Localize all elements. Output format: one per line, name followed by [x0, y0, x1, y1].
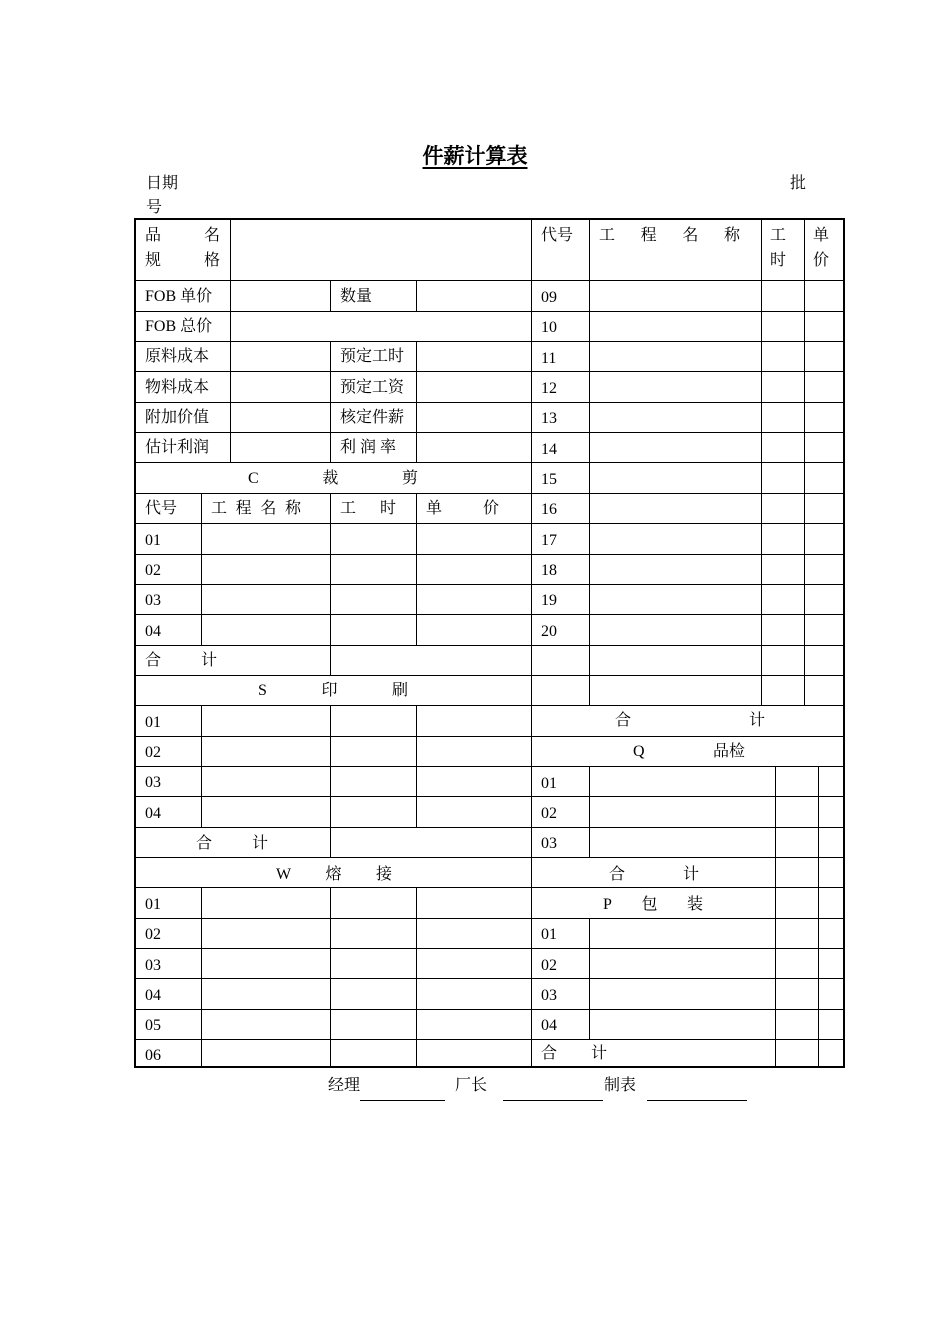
grid-line: [531, 280, 845, 281]
grid-line: [531, 766, 845, 767]
grid-line: [531, 523, 845, 524]
w-code-01: 01: [145, 896, 161, 913]
grid-line: [531, 918, 845, 919]
salary-table: [134, 218, 845, 1068]
grid-line: [531, 675, 845, 676]
grid-line: [531, 493, 845, 494]
grid-line: [416, 493, 417, 645]
planned-hours-label: 预定工时: [340, 348, 405, 365]
director-label: 厂长: [455, 1077, 488, 1094]
right-col-code-header: 代号: [541, 227, 574, 244]
right-total-label: 合 计: [615, 712, 765, 729]
approved-piece-wage-label: 核定件薪: [340, 409, 405, 426]
grid-line: [531, 796, 845, 797]
right-code-09: 09: [541, 289, 557, 306]
grid-line: [135, 432, 531, 433]
right-code-15: 15: [541, 471, 557, 488]
section-p-header: P 包 装: [603, 896, 703, 913]
grid-line: [531, 827, 845, 828]
grid-line: [416, 341, 417, 462]
c-code-01: 01: [145, 532, 161, 549]
manager-label: 经理: [328, 1077, 361, 1094]
section-w-header: W 熔 接: [276, 866, 392, 883]
right-col-price-header-2: 价: [813, 252, 830, 269]
director-signature-line[interactable]: [503, 1100, 603, 1101]
grid-line: [201, 887, 202, 1068]
grid-line: [230, 220, 231, 280]
product-label: 品 名: [145, 227, 220, 244]
right-code-20: 20: [541, 623, 557, 640]
right-col-hours-header-1: 工: [770, 227, 787, 244]
s-code-03: 03: [145, 774, 161, 791]
right-code-19: 19: [541, 592, 557, 609]
grid-line: [135, 705, 531, 706]
grid-line: [135, 796, 531, 797]
grid-line: [135, 584, 531, 585]
grid-line: [135, 1039, 531, 1040]
grid-line: [531, 857, 845, 858]
c-code-03: 03: [145, 592, 161, 609]
grid-line: [531, 1009, 845, 1010]
w-code-02: 02: [145, 926, 161, 943]
grid-line: [818, 766, 819, 1068]
grid-line: [135, 766, 531, 767]
batch-label-part-1: 批: [790, 175, 807, 192]
grid-line: [135, 554, 531, 555]
maker-label: 制表: [604, 1077, 637, 1094]
grid-line: [135, 371, 531, 372]
grid-line: [135, 978, 531, 979]
col-price-header: 单 价: [426, 500, 499, 517]
grid-line: [531, 341, 845, 342]
grid-line: [531, 948, 845, 949]
grid-line: [330, 341, 331, 462]
col-code-header: 代号: [145, 500, 178, 517]
grid-line: [531, 614, 845, 615]
right-code-17: 17: [541, 532, 557, 549]
spec-label: 规 格: [145, 252, 220, 269]
c-total-label: 合 计: [145, 652, 217, 669]
w-code-04: 04: [145, 987, 161, 1004]
w-code-05: 05: [145, 1017, 161, 1034]
grid-line: [135, 523, 531, 524]
s-code-04: 04: [145, 805, 161, 822]
right-code-10: 10: [541, 319, 557, 336]
grid-line: [531, 584, 845, 585]
grid-line: [589, 220, 590, 705]
grid-line: [330, 280, 331, 311]
grid-line: [135, 918, 531, 919]
grid-line: [135, 493, 531, 494]
p-code-02: 02: [541, 957, 557, 974]
grid-line: [531, 220, 532, 1068]
date-label: 日期: [146, 175, 179, 192]
section-q-header: Q 品检: [633, 743, 745, 760]
planned-wage-label: 预定工资: [340, 379, 405, 396]
s-code-01: 01: [145, 714, 161, 731]
manager-signature-line[interactable]: [360, 1100, 445, 1101]
grid-line: [589, 766, 590, 857]
right-code-14: 14: [541, 441, 557, 458]
estimated-profit-label: 估计利润: [145, 439, 210, 456]
grid-line: [230, 280, 231, 462]
p-code-03: 03: [541, 987, 557, 1004]
grid-line: [804, 220, 805, 705]
maker-signature-line[interactable]: [647, 1100, 747, 1101]
profit-rate-label: 利 润 率: [340, 439, 397, 456]
quantity-label: 数量: [340, 288, 373, 305]
col-name-header: 工 程 名 称: [211, 500, 301, 517]
page-title: 件薪计算表: [422, 144, 528, 168]
section-s-header: S 印 刷: [258, 682, 408, 699]
grid-line: [135, 736, 531, 737]
grid-line: [201, 705, 202, 827]
grid-line: [531, 705, 845, 706]
grid-line: [531, 887, 845, 888]
grid-line: [531, 402, 845, 403]
col-hours-header: 工 时: [340, 500, 396, 517]
batch-label-part-2: 号: [146, 199, 163, 216]
grid-line: [135, 311, 531, 312]
grid-line: [330, 493, 331, 675]
grid-line: [416, 887, 417, 1068]
grid-line: [531, 736, 845, 737]
c-code-02: 02: [145, 562, 161, 579]
right-code-12: 12: [541, 380, 557, 397]
grid-line: [531, 554, 845, 555]
fob-total-label: FOB 总价: [145, 318, 213, 335]
grid-line: [135, 341, 531, 342]
grid-line: [775, 766, 776, 1068]
grid-line: [531, 978, 845, 979]
grid-line: [416, 705, 417, 827]
grid-line: [135, 857, 531, 858]
right-col-name-header: 工 程 名 称: [599, 227, 740, 244]
grid-line: [761, 220, 762, 705]
grid-line: [531, 645, 845, 646]
fob-unit-price-label: FOB 单价: [145, 288, 213, 305]
right-code-13: 13: [541, 410, 557, 427]
grid-line: [135, 675, 531, 676]
p-code-04: 04: [541, 1017, 557, 1034]
grid-line: [589, 918, 590, 1039]
c-code-04: 04: [145, 623, 161, 640]
material-cost-label: 物料成本: [145, 379, 210, 396]
grid-line: [135, 1009, 531, 1010]
grid-line: [135, 827, 531, 828]
grid-line: [135, 402, 531, 403]
grid-line: [135, 948, 531, 949]
raw-cost-label: 原料成本: [145, 348, 210, 365]
right-col-price-header-1: 单: [813, 227, 830, 244]
w-code-03: 03: [145, 957, 161, 974]
s-code-02: 02: [145, 744, 161, 761]
grid-line: [135, 280, 531, 281]
right-col-hours-header-2: 时: [770, 252, 787, 269]
q-code-03: 03: [541, 835, 557, 852]
section-c-header: C 裁 剪: [248, 470, 418, 487]
p-total-label: 合 计: [541, 1045, 607, 1062]
q-code-01: 01: [541, 775, 557, 792]
grid-line: [135, 645, 531, 646]
right-code-16: 16: [541, 501, 557, 518]
grid-line: [531, 432, 845, 433]
grid-line: [135, 614, 531, 615]
w-code-06: 06: [145, 1047, 161, 1064]
s-total-label: 合 计: [196, 835, 268, 852]
grid-line: [531, 1039, 845, 1040]
grid-line: [330, 887, 331, 1068]
grid-line: [135, 462, 531, 463]
grid-line: [201, 493, 202, 645]
grid-line: [135, 887, 531, 888]
grid-line: [416, 280, 417, 311]
q-code-02: 02: [541, 805, 557, 822]
grid-line: [531, 311, 845, 312]
added-value-label: 附加价值: [145, 409, 210, 426]
grid-line: [531, 371, 845, 372]
q-total-label: 合 计: [609, 866, 699, 883]
right-code-11: 11: [541, 350, 557, 367]
p-code-01: 01: [541, 926, 557, 943]
right-code-18: 18: [541, 562, 557, 579]
grid-line: [330, 705, 331, 857]
grid-line: [531, 462, 845, 463]
